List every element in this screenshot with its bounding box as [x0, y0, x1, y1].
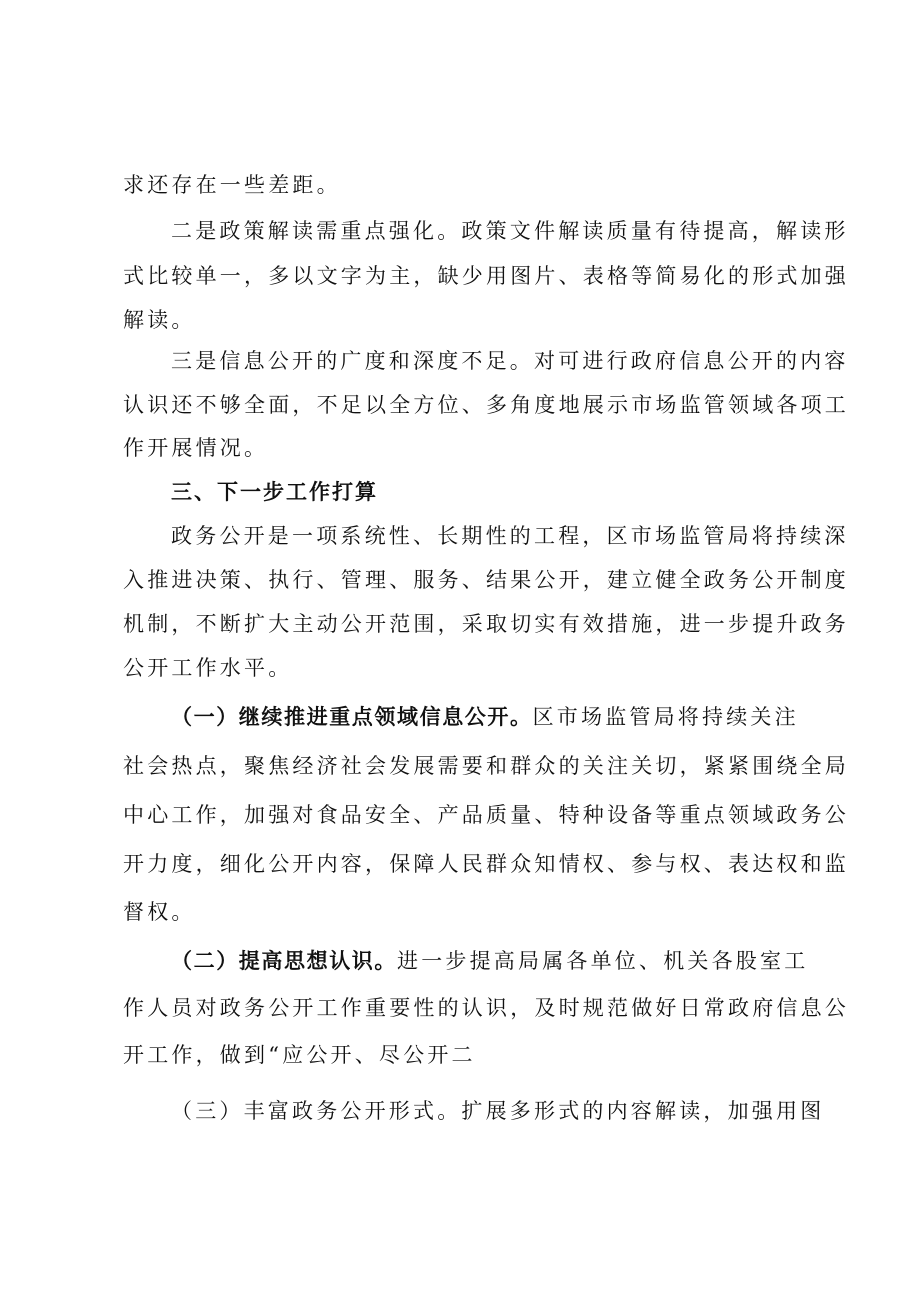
- paragraph-line: 中心工作，加强对食品安全、产品质量、特种设备等重点领域政务公: [123, 803, 849, 827]
- paragraph-line: 作人员对政务公开工作重要性的认识，及时规范做好日常政府信息公: [123, 996, 849, 1020]
- paragraph-line: 求还存在一些差距。: [123, 173, 341, 197]
- paragraph-line: [171, 946, 813, 976]
- paragraph-line: 社会热点，聚焦经济社会发展需要和群众的关注关切，紧紧围绕全局: [123, 754, 849, 778]
- paragraph-line: 认识还不够全面，不足以全方位、多角度地展示市场监管领域各项工: [123, 393, 849, 417]
- subheading-bold: （二）提高思想认识。: [171, 949, 397, 973]
- paragraph-line: 解读。: [123, 308, 196, 332]
- paragraph-line: 开力度，细化公开内容，保障人民群众知情权、参与权、表达权和监: [123, 852, 849, 876]
- paragraph-text: 进一步提高局属各单位、机关各股室工: [397, 949, 809, 973]
- paragraph-line: （三）丰富政务公开形式。扩展多形式的内容解读，加强用图: [171, 1099, 825, 1123]
- paragraph-line: 公开工作水平。: [123, 656, 293, 680]
- paragraph-line: 作开展情况。: [123, 436, 269, 460]
- paragraph-line: 开工作，做到“应公开、尽公开二: [123, 1043, 476, 1067]
- paragraph-line: [171, 702, 813, 732]
- paragraph-line: 二是政策解读需重点强化。政策文件解读质量有待提高，解读形: [171, 219, 849, 243]
- paragraph-line: 机制，不断扩大主动公开范围，采取切实有效措施，进一步提升政务: [123, 612, 849, 636]
- subheading-bold: （一）继续推进重点领域信息公开。: [171, 705, 533, 729]
- paragraph-line: 式比较单一，多以文字为主，缺少用图片、表格等简易化的形式加强: [123, 264, 849, 288]
- paragraph-line: 督权。: [123, 900, 196, 924]
- paragraph-text: 区市场监管局将持续关注: [532, 705, 799, 729]
- section-heading: 三、下一步工作打算: [171, 480, 378, 504]
- paragraph-line: 政务公开是一项系统性、长期性的工程，区市场监管局将持续深: [171, 524, 849, 548]
- paragraph-line: 入推进决策、执行、管理、服务、结果公开，建立健全政务公开制度: [123, 568, 849, 592]
- paragraph-line: 三是信息公开的广度和深度不足。对可进行政府信息公开的内容: [171, 349, 849, 373]
